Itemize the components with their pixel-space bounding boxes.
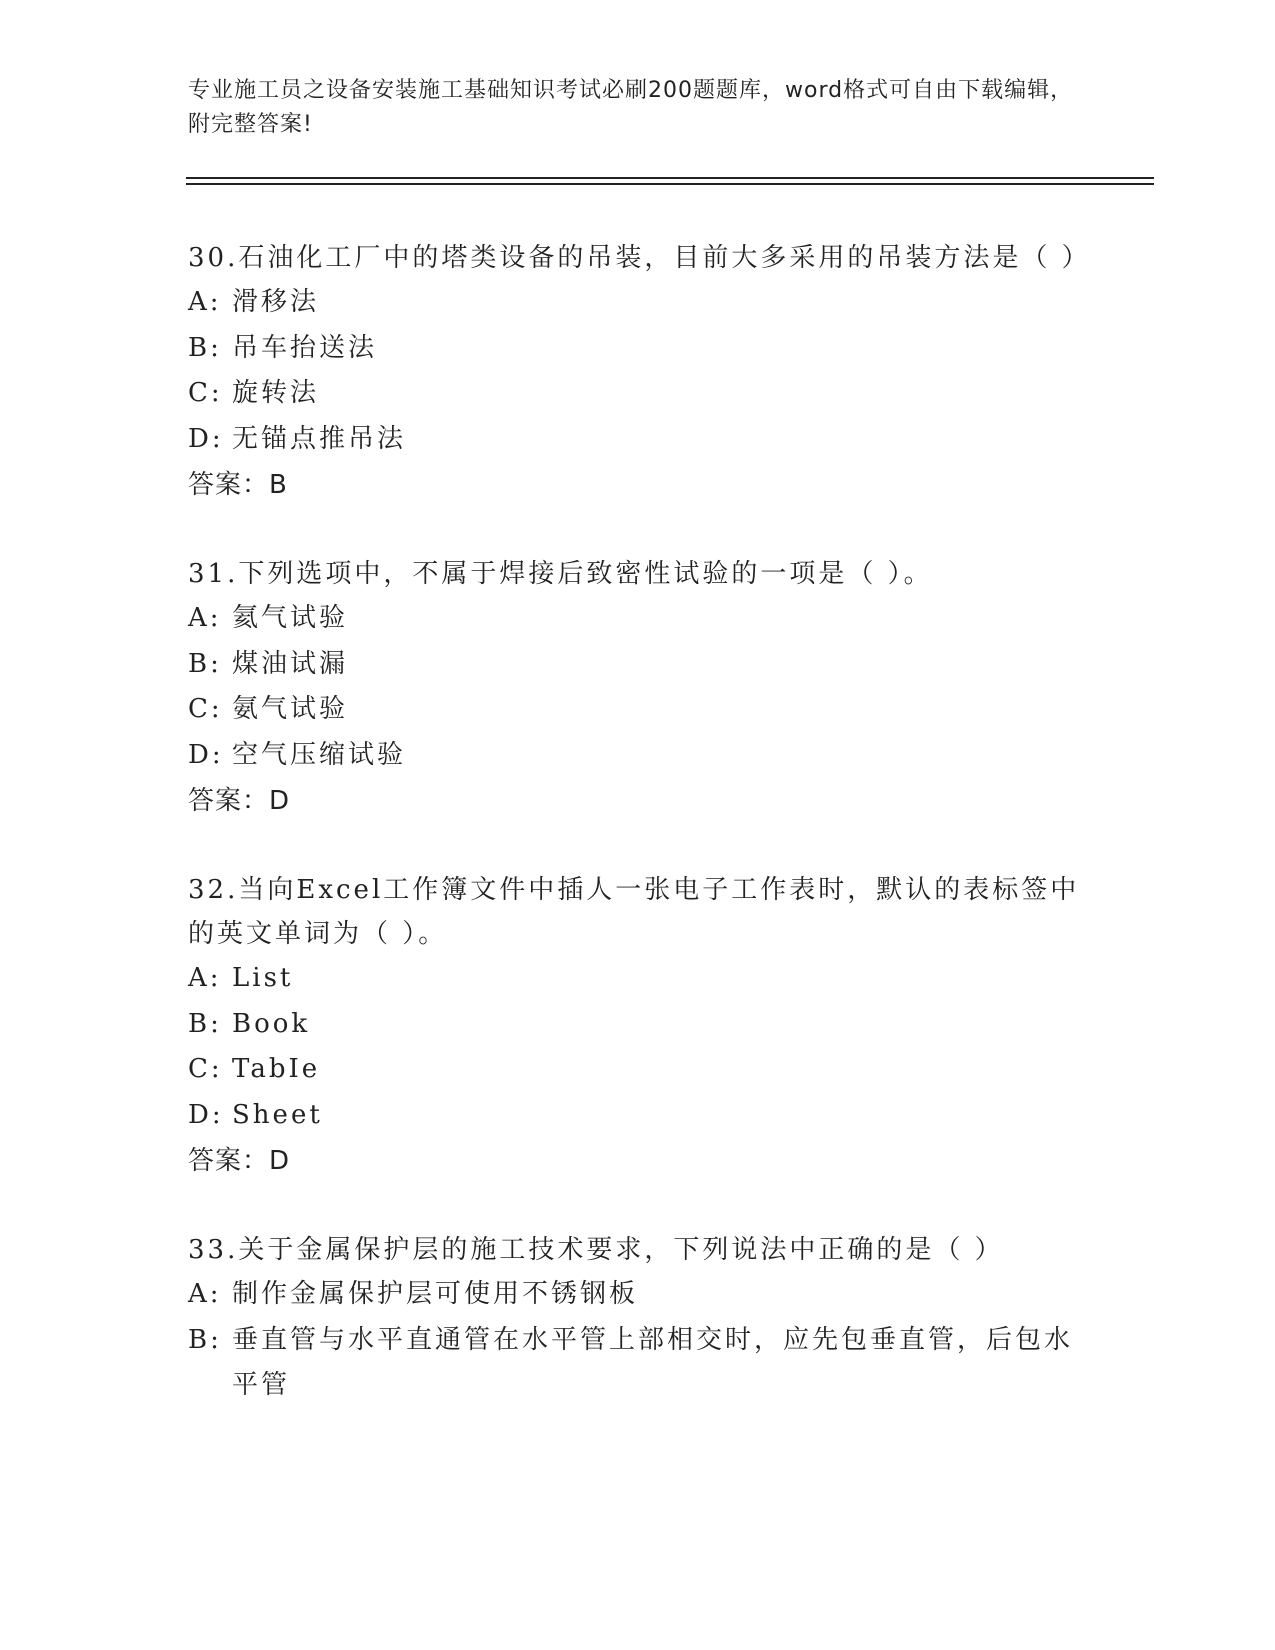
option-a [188,956,1088,1002]
option-text: 无锚点推吊法 [232,423,407,454]
option-text: 煤油试漏 [232,648,349,679]
option-key: C: [188,1054,223,1084]
option-key: B: [188,332,222,363]
question-stem: 33.关于金属保护层的施工技术要求，下列说法中正确的是（ ） [188,1235,1004,1265]
option-key: D: [188,1099,224,1130]
option-b [188,1318,1088,1409]
option-key: B: [188,1008,222,1039]
answer-line: 答案：D [188,1146,291,1176]
option-c [188,687,1088,733]
page-header-title: 专业施工员之设备安装施工基础知识考试必刷200题题库，word格式可自由下载编辑，附完整答案! [188,78,1074,137]
question-32 [188,868,1088,1184]
option-b [188,642,1088,688]
option-key: B: [188,1324,222,1355]
option-text: 氦气试验 [232,603,349,633]
option-key: A: [188,287,222,317]
question-stem: 31.下列选项中，不属于焊接后致密性试验的一项是（ ）。 [188,559,933,589]
option-text: 旋转法 [232,378,320,408]
option-text: TabIe [232,1054,321,1084]
option-d [188,1093,1088,1139]
header-rule-bottom [186,183,1154,185]
question-33 [188,1228,1088,1409]
question-stem: 30.石油化工厂中的塔类设备的吊装，目前大多采用的吊装方法是（ ） [188,243,1091,273]
question-30 [188,236,1091,508]
option-a [188,596,1088,642]
option-key: C: [188,378,223,408]
option-a [188,280,1088,326]
option-key: B: [188,648,222,679]
option-key: A: [188,963,222,993]
option-text: 制作金属保护层可使用不锈钢板 [232,1279,639,1309]
option-c [188,1047,1088,1093]
header-rule-top [186,177,1154,179]
option-d [188,733,1088,779]
answer-line: 答案：D [188,786,291,816]
option-text: List [232,963,294,993]
option-text: 空气压缩试验 [232,739,407,770]
option-key: D: [188,739,224,770]
option-text: Sheet [232,1099,323,1130]
option-a [188,1272,1088,1318]
question-stem: 32.当向Excel工作簿文件中插人一张电子工作表时，默认的表标签中的英文单词为（ ）。 [188,875,1080,949]
option-key: D: [188,423,224,454]
option-d [188,417,1088,463]
option-text: 吊车抬送法 [232,332,378,363]
option-b [188,326,1088,372]
option-c [188,371,1088,417]
option-key: A: [188,1279,222,1309]
option-key: A: [188,603,222,633]
option-text: Book [232,1008,311,1039]
option-text: 滑移法 [232,287,320,317]
question-list [188,236,1091,1453]
answer-line: 答案：B [188,470,288,500]
option-b [188,1002,1088,1048]
option-text: 垂直管与水平直通管在水平管上部相交时，应先包垂直管，后包水平管 [232,1324,1074,1400]
question-31 [188,552,1088,824]
option-text: 氨气试验 [232,694,349,724]
option-key: C: [188,694,223,724]
